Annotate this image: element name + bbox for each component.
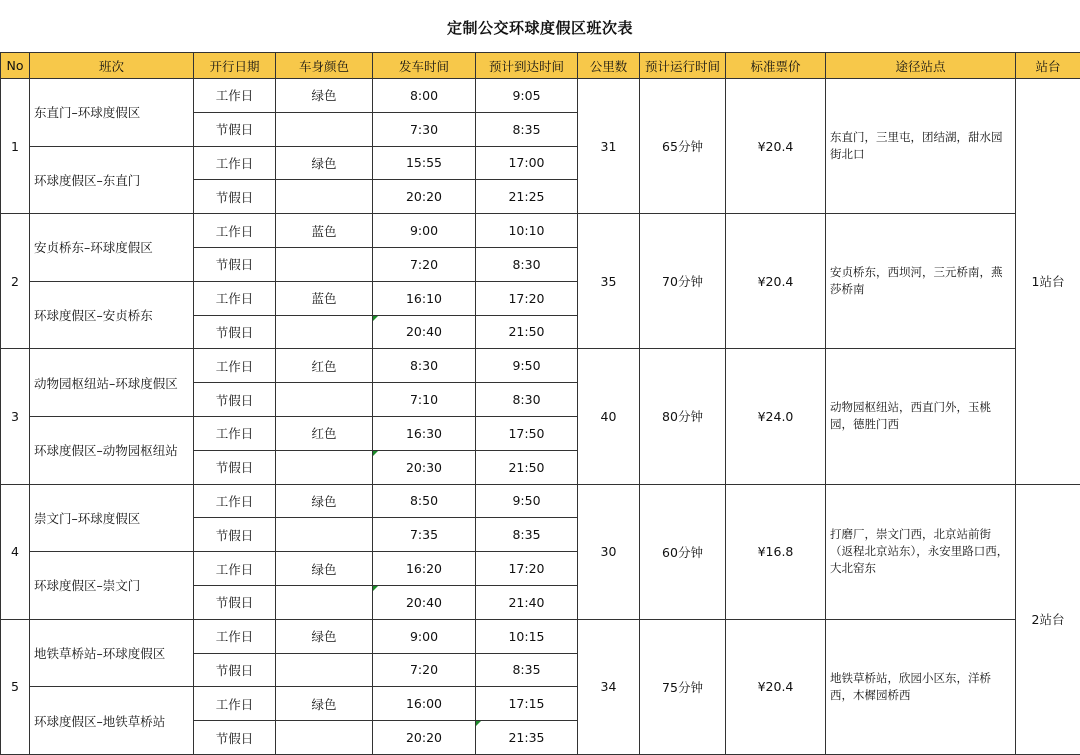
- depart-time: 8:00: [373, 79, 476, 113]
- depart-time: 15:55: [373, 146, 476, 180]
- route-stops: 打磨厂，崇文门西，北京站前街（返程北京站东），永安里路口西，大北窑东: [826, 484, 1016, 619]
- arrive-time: 21:40: [476, 585, 578, 619]
- trip-name: 安贞桥东–环球度假区: [30, 214, 194, 282]
- table-row: [1, 79, 1080, 113]
- col-header-depart: 发车时间: [373, 53, 476, 79]
- bus-color: 绿色: [276, 687, 373, 721]
- bus-color: [276, 315, 373, 349]
- operating-date: 节假日: [194, 112, 276, 146]
- bus-color: [276, 585, 373, 619]
- operating-date: 工作日: [194, 349, 276, 383]
- table-row: [1, 619, 1080, 653]
- col-header-stops: 途径站点: [826, 53, 1016, 79]
- arrive-time: 8:35: [476, 653, 578, 687]
- trip-name: 环球度假区–地铁草桥站: [30, 687, 194, 755]
- bus-color: [276, 383, 373, 417]
- depart-time: 7:20: [373, 653, 476, 687]
- trip-name: 环球度假区–安贞桥东: [30, 281, 194, 349]
- operating-date: 节假日: [194, 518, 276, 552]
- operating-date: 工作日: [194, 552, 276, 586]
- bus-color: [276, 247, 373, 281]
- depart-time: 20:20: [373, 721, 476, 755]
- bus-color: 红色: [276, 349, 373, 383]
- route-stops: 东直门，三里屯，团结湖，甜水园街北口: [826, 79, 1016, 214]
- trip-name: 地铁草桥站–环球度假区: [30, 619, 194, 687]
- table-header-row: [1, 53, 1080, 79]
- depart-time: 20:30: [373, 450, 476, 484]
- operating-date: 节假日: [194, 383, 276, 417]
- depart-time: 9:00: [373, 619, 476, 653]
- arrive-time: 17:50: [476, 416, 578, 450]
- operating-date: 节假日: [194, 247, 276, 281]
- arrive-time: 21:25: [476, 180, 578, 214]
- bus-color: 绿色: [276, 79, 373, 113]
- col-header-color: 车身颜色: [276, 53, 373, 79]
- bus-color: 绿色: [276, 146, 373, 180]
- bus-color: 绿色: [276, 552, 373, 586]
- bus-color: 绿色: [276, 619, 373, 653]
- platform: 2站台: [1016, 484, 1080, 754]
- depart-time: 7:30: [373, 112, 476, 146]
- arrive-time: 21:50: [476, 450, 578, 484]
- bus-color: [276, 112, 373, 146]
- ticket-price: ¥24.0: [726, 349, 826, 484]
- depart-time: 7:10: [373, 383, 476, 417]
- table-row: [1, 484, 1080, 518]
- col-header-km: 公里数: [578, 53, 640, 79]
- table-row: [1, 349, 1080, 383]
- col-header-duration: 预计运行时间: [640, 53, 726, 79]
- col-header-arrive: 预计到达时间: [476, 53, 578, 79]
- col-header-price: 标准票价: [726, 53, 826, 79]
- operating-date: 节假日: [194, 450, 276, 484]
- bus-color: 绿色: [276, 484, 373, 518]
- route-number: 4: [1, 484, 30, 619]
- arrive-time: 9:50: [476, 484, 578, 518]
- distance-km: 40: [578, 349, 640, 484]
- depart-time: 8:30: [373, 349, 476, 383]
- distance-km: 30: [578, 484, 640, 619]
- trip-name: 动物园枢纽站–环球度假区: [30, 349, 194, 417]
- operating-date: 节假日: [194, 315, 276, 349]
- arrive-time: 17:20: [476, 552, 578, 586]
- bus-color: [276, 450, 373, 484]
- travel-duration: 80分钟: [640, 349, 726, 484]
- trip-name: 环球度假区–东直门: [30, 146, 194, 214]
- arrive-time: 17:00: [476, 146, 578, 180]
- table-row: [1, 214, 1080, 248]
- route-number: 1: [1, 79, 30, 214]
- operating-date: 工作日: [194, 619, 276, 653]
- ticket-price: ¥20.4: [726, 214, 826, 349]
- trip-name: 崇文门–环球度假区: [30, 484, 194, 552]
- depart-time: 16:00: [373, 687, 476, 721]
- arrive-time: 9:50: [476, 349, 578, 383]
- platform: 1站台: [1016, 79, 1080, 485]
- arrive-time: 8:30: [476, 383, 578, 417]
- col-header-platform: 站台: [1016, 53, 1080, 79]
- operating-date: 工作日: [194, 214, 276, 248]
- bus-color: [276, 653, 373, 687]
- ticket-price: ¥16.8: [726, 484, 826, 619]
- depart-time: 20:40: [373, 315, 476, 349]
- bus-color: 红色: [276, 416, 373, 450]
- travel-duration: 60分钟: [640, 484, 726, 619]
- page-title: 定制公交环球度假区班次表: [0, 0, 1080, 52]
- arrive-time: 17:15: [476, 687, 578, 721]
- depart-time: 7:35: [373, 518, 476, 552]
- bus-color: 蓝色: [276, 281, 373, 315]
- operating-date: 工作日: [194, 146, 276, 180]
- ticket-price: ¥20.4: [726, 619, 826, 754]
- depart-time: 20:40: [373, 585, 476, 619]
- col-header-date: 开行日期: [194, 53, 276, 79]
- operating-date: 工作日: [194, 416, 276, 450]
- arrive-time: 21:35: [476, 721, 578, 755]
- operating-date: 工作日: [194, 281, 276, 315]
- distance-km: 34: [578, 619, 640, 754]
- operating-date: 节假日: [194, 653, 276, 687]
- route-number: 3: [1, 349, 30, 484]
- bus-color: 蓝色: [276, 214, 373, 248]
- travel-duration: 70分钟: [640, 214, 726, 349]
- col-header-route: 班次: [30, 53, 194, 79]
- route-stops: 动物园枢纽站，西直门外，玉桃园，德胜门西: [826, 349, 1016, 484]
- col-header-no: No: [1, 53, 30, 79]
- arrive-time: 17:20: [476, 281, 578, 315]
- distance-km: 31: [578, 79, 640, 214]
- arrive-time: 21:50: [476, 315, 578, 349]
- trip-name: 环球度假区–动物园枢纽站: [30, 416, 194, 484]
- bus-color: [276, 518, 373, 552]
- depart-time: 16:10: [373, 281, 476, 315]
- trip-name: 东直门–环球度假区: [30, 79, 194, 147]
- operating-date: 工作日: [194, 79, 276, 113]
- depart-time: 7:20: [373, 247, 476, 281]
- depart-time: 16:30: [373, 416, 476, 450]
- travel-duration: 65分钟: [640, 79, 726, 214]
- bus-color: [276, 721, 373, 755]
- arrive-time: 8:35: [476, 518, 578, 552]
- depart-time: 20:20: [373, 180, 476, 214]
- route-number: 2: [1, 214, 30, 349]
- arrive-time: 8:30: [476, 247, 578, 281]
- arrive-time: 10:10: [476, 214, 578, 248]
- operating-date: 节假日: [194, 585, 276, 619]
- travel-duration: 75分钟: [640, 619, 726, 754]
- arrive-time: 8:35: [476, 112, 578, 146]
- trip-name: 环球度假区–崇文门: [30, 552, 194, 620]
- distance-km: 35: [578, 214, 640, 349]
- ticket-price: ¥20.4: [726, 79, 826, 214]
- route-stops: 地铁草桥站，欣园小区东，洋桥西，木樨园桥西: [826, 619, 1016, 754]
- bus-color: [276, 180, 373, 214]
- depart-time: 16:20: [373, 552, 476, 586]
- operating-date: 节假日: [194, 180, 276, 214]
- arrive-time: 9:05: [476, 79, 578, 113]
- arrive-time: 10:15: [476, 619, 578, 653]
- depart-time: 9:00: [373, 214, 476, 248]
- timetable: [0, 52, 1080, 755]
- depart-time: 8:50: [373, 484, 476, 518]
- operating-date: 工作日: [194, 484, 276, 518]
- operating-date: 工作日: [194, 687, 276, 721]
- route-stops: 安贞桥东，西坝河，三元桥南，燕莎桥南: [826, 214, 1016, 349]
- operating-date: 节假日: [194, 721, 276, 755]
- route-number: 5: [1, 619, 30, 754]
